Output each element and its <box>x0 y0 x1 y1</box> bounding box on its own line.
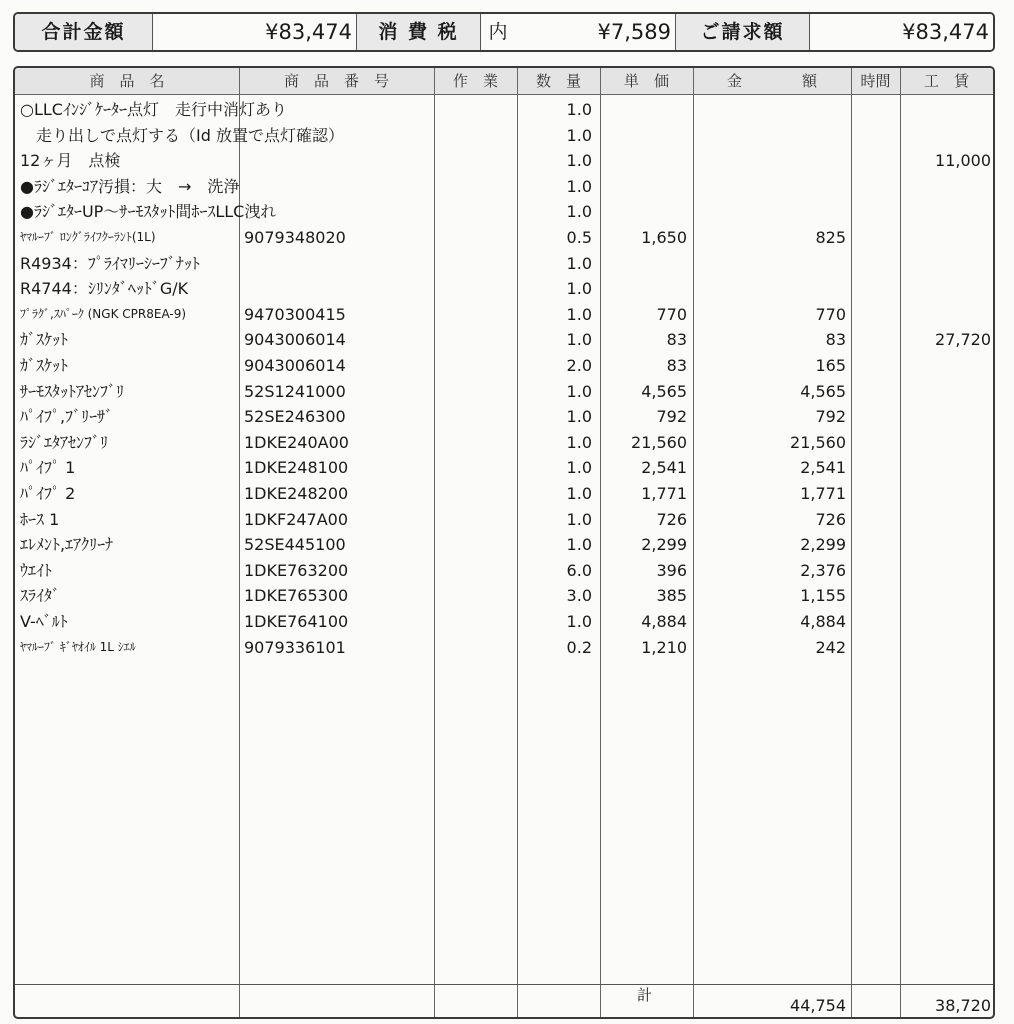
table-row <box>15 302 993 327</box>
cell-item-code <box>244 97 429 122</box>
cell-quantity: 1.0 <box>566 202 592 222</box>
cell-item-code: 1DKE763200 <box>244 560 349 580</box>
cell-labor <box>900 583 991 608</box>
cell-unit-price: 21,560 <box>631 432 687 452</box>
cell-unit-price <box>600 276 687 301</box>
cell-unit-price: 1,771 <box>641 484 687 503</box>
tax-value: ¥7,589 <box>515 14 675 50</box>
cell-labor <box>900 251 991 276</box>
cell-quantity: 1.0 <box>566 253 592 273</box>
cell-labor <box>900 404 991 429</box>
cell-unit-price <box>600 251 687 276</box>
cell-labor <box>900 558 991 583</box>
total-amount-value: ¥83,474 <box>152 14 356 50</box>
column-header-unit-price: 単 価 <box>623 72 669 90</box>
cell-amount: 242 <box>815 637 846 657</box>
cell-labor <box>900 276 991 301</box>
table-row <box>15 123 993 148</box>
cell-amount: 2,541 <box>800 458 846 478</box>
cell-quantity: 1.0 <box>566 125 592 145</box>
cell-labor <box>900 430 991 455</box>
cell-quantity: 1.0 <box>566 330 592 350</box>
cell-item-name: ﾗｼﾞｴﾀｱｾﾝﾌﾞﾘ <box>20 432 109 452</box>
cell-item-code <box>244 199 429 224</box>
table-row <box>15 558 993 583</box>
cell-amount <box>693 148 846 173</box>
cell-unit-price <box>600 199 687 224</box>
table-header <box>15 68 993 95</box>
billing-amount-value: ¥83,474 <box>809 14 993 50</box>
table-row <box>15 251 993 276</box>
cell-item-name: V-ﾍﾞﾙﾄ <box>20 612 68 631</box>
cell-item-name: ｳｴｲﾄ <box>20 560 53 580</box>
cell-unit-price <box>600 148 687 173</box>
cell-item-code <box>244 276 429 301</box>
cell-labor <box>900 123 991 148</box>
cell-item-code: 9470300415 <box>244 304 346 324</box>
table-row <box>15 455 993 480</box>
cell-item-code <box>244 148 429 173</box>
cell-labor <box>900 609 991 634</box>
cell-item-name: ﾔﾏﾙｰﾌﾞ ｷﾞﾔｵｲﾙ 1L ｼｴﾙ <box>20 639 136 654</box>
cell-amount <box>693 199 846 224</box>
cell-item-code: 1DKE765300 <box>244 586 349 606</box>
table-row <box>15 353 993 378</box>
cell-amount: 4,884 <box>800 612 846 631</box>
cell-item-name: 走り出しで点灯する（Id 放置で点灯確認） <box>20 125 344 145</box>
cell-item-name: ﾊﾟｲﾌﾟ 2 <box>20 484 76 503</box>
cell-quantity: 0.2 <box>566 637 592 657</box>
footer-total-label: 計 <box>637 986 653 1004</box>
cell-amount: 83 <box>825 330 846 350</box>
cell-unit-price <box>600 97 687 122</box>
cell-item-code <box>244 123 429 148</box>
cell-amount: 4,565 <box>800 381 846 401</box>
column-header-amount: 金 額 <box>726 72 817 90</box>
cell-unit-price: 83 <box>666 356 687 375</box>
cell-quantity: 1.0 <box>566 279 592 299</box>
cell-quantity: 1.0 <box>566 407 592 427</box>
total-amount-label: 合計金額 <box>15 14 152 50</box>
cell-quantity: 1.0 <box>566 151 592 171</box>
footer-amount-total: 44,754 <box>790 996 846 1015</box>
cell-unit-price: 2,541 <box>641 458 687 478</box>
cell-amount <box>693 276 846 301</box>
cell-unit-price: 2,299 <box>641 535 687 555</box>
cell-unit-price <box>600 174 687 199</box>
cell-labor <box>900 199 991 224</box>
cell-amount <box>693 174 846 199</box>
cell-item-name: ｴﾚﾒﾝﾄ,ｴｱｸﾘｰﾅ <box>20 535 114 555</box>
cell-quantity: 1.0 <box>566 612 592 631</box>
cell-labor <box>900 174 991 199</box>
cell-item-code: 1DKF247A00 <box>244 509 349 529</box>
table-row <box>15 199 993 224</box>
column-header-work: 作 業 <box>452 72 498 90</box>
cell-item-code <box>244 251 429 276</box>
cell-quantity: 6.0 <box>566 560 592 580</box>
cell-amount: 726 <box>815 509 846 529</box>
billing-amount-label: ご請求額 <box>675 14 809 50</box>
table-row <box>15 174 993 199</box>
table-row <box>15 379 993 404</box>
table-row <box>15 507 993 532</box>
cell-labor <box>900 532 991 557</box>
footer-labor-total: 38,720 <box>935 996 991 1015</box>
cell-item-name: ｶﾞｽｹｯﾄ <box>20 356 69 375</box>
cell-amount: 770 <box>815 304 846 324</box>
column-header-qty: 数 量 <box>535 72 581 90</box>
cell-quantity: 1.0 <box>566 176 592 196</box>
table-row <box>15 97 993 122</box>
cell-item-code: 1DKE764100 <box>244 612 349 631</box>
cell-quantity: 1.0 <box>566 509 592 529</box>
cell-amount <box>693 97 846 122</box>
cell-quantity: 1.0 <box>566 100 592 119</box>
column-header-name: 商 品 名 <box>89 72 165 90</box>
cell-labor <box>900 481 991 506</box>
cell-labor: 11,000 <box>935 151 991 171</box>
column-header-labor: 工 賃 <box>923 72 969 90</box>
cell-labor <box>900 353 991 378</box>
cell-quantity: 1.0 <box>566 458 592 478</box>
cell-amount: 165 <box>815 356 846 375</box>
cell-unit-price: 385 <box>656 586 687 606</box>
column-header-hours: 時間 <box>860 72 891 90</box>
cell-item-code: 52S1241000 <box>244 381 346 401</box>
cell-amount: 2,376 <box>800 560 846 580</box>
table-row <box>15 481 993 506</box>
cell-item-name: R4934：ﾌﾟﾗｲﾏﾘｰｼｰﾌﾞﾅｯﾄ <box>20 253 200 273</box>
cell-item-code: 1DKE248200 <box>244 484 349 503</box>
cell-item-code <box>244 174 429 199</box>
cell-amount: 825 <box>815 228 846 247</box>
cell-labor <box>900 635 991 660</box>
table-row <box>15 225 993 250</box>
cell-item-code: 9079336101 <box>244 637 346 657</box>
table-row <box>15 148 993 173</box>
cell-item-name: ﾌﾟﾗｸﾞ,ｽﾊﾟｰｸ (NGK CPR8EA-9) <box>20 306 187 321</box>
invoice-items-table <box>13 66 995 1019</box>
cell-item-name: ﾎｰｽ 1 <box>20 509 60 529</box>
cell-quantity: 1.0 <box>566 381 592 401</box>
table-row <box>15 404 993 429</box>
cell-amount: 1,771 <box>800 484 846 503</box>
column-header-code: 商 品 番 号 <box>283 72 389 90</box>
cell-amount <box>693 251 846 276</box>
cell-labor: 27,720 <box>935 330 991 350</box>
cell-unit-price: 726 <box>656 509 687 529</box>
table-row <box>15 635 993 660</box>
cell-amount: 1,155 <box>800 586 846 606</box>
cell-quantity: 1.0 <box>566 432 592 452</box>
cell-item-name: ○LLCｲﾝｼﾞｹｰﾀｰ点灯 走行中消灯あり <box>20 100 287 119</box>
table-row <box>15 532 993 557</box>
cell-item-code: 1DKE240A00 <box>244 432 349 452</box>
cell-unit-price: 4,884 <box>641 612 687 631</box>
cell-item-code: 52SE445100 <box>244 535 346 555</box>
cell-unit-price: 1,650 <box>641 228 687 247</box>
cell-item-code: 9043006014 <box>244 330 346 350</box>
table-row <box>15 327 993 352</box>
cell-item-code: 9043006014 <box>244 356 346 375</box>
tax-inclusive-marker: 内 <box>480 14 515 50</box>
cell-labor <box>900 507 991 532</box>
cell-labor <box>900 225 991 250</box>
cell-amount: 21,560 <box>790 432 846 452</box>
cell-labor <box>900 302 991 327</box>
cell-item-name: 12ヶ月 点検 <box>20 151 121 171</box>
cell-item-name: ﾊﾟｲﾌﾟ 1 <box>20 458 76 478</box>
cell-unit-price: 396 <box>656 560 687 580</box>
cell-quantity: 1.0 <box>566 484 592 503</box>
table-row <box>15 430 993 455</box>
cell-labor <box>900 97 991 122</box>
cell-quantity: 0.5 <box>566 228 592 247</box>
cell-item-name: R4744：ｼﾘﾝﾀﾞﾍｯﾄﾞG/K <box>20 279 189 299</box>
cell-quantity: 1.0 <box>566 535 592 555</box>
cell-unit-price: 792 <box>656 407 687 427</box>
cell-item-code: 9079348020 <box>244 228 346 247</box>
table-row <box>15 609 993 634</box>
cell-item-name: ●ﾗｼﾞｴﾀｰｺｱ汚損：大 → 洗浄 <box>20 176 240 196</box>
cell-item-name: ﾊﾟｲﾌﾟ,ﾌﾞﾘｰｻﾞ <box>20 407 114 427</box>
table-footer <box>15 984 993 1019</box>
cell-item-name: ｽﾗｲﾀﾞ <box>20 586 61 606</box>
cell-item-code: 52SE246300 <box>244 407 346 427</box>
table-row <box>15 276 993 301</box>
cell-amount <box>693 123 846 148</box>
cell-labor <box>900 379 991 404</box>
cell-unit-price: 770 <box>656 304 687 324</box>
cell-item-name: ｻｰﾓｽﾀｯﾄｱｾﾝﾌﾞﾘ <box>20 381 125 401</box>
invoice-summary-bar <box>13 12 995 52</box>
cell-unit-price: 4,565 <box>641 381 687 401</box>
cell-item-name: ●ﾗｼﾞｴﾀｰUP～ｻｰﾓｽﾀｯﾄ間ﾎｰｽLLC洩れ <box>20 202 277 222</box>
cell-amount: 2,299 <box>800 535 846 555</box>
cell-quantity: 3.0 <box>566 586 592 606</box>
cell-unit-price <box>600 123 687 148</box>
cell-quantity: 2.0 <box>566 356 592 375</box>
cell-amount: 792 <box>815 407 846 427</box>
table-row <box>15 583 993 608</box>
cell-item-name: ｶﾞｽｹｯﾄ <box>20 330 69 350</box>
cell-item-code: 1DKE248100 <box>244 458 349 478</box>
tax-label: 消 費 税 <box>356 14 480 50</box>
cell-quantity: 1.0 <box>566 304 592 324</box>
cell-item-name: ﾔﾏﾙｰﾌﾞ ﾛﾝｸﾞﾗｲﾌｸｰﾗﾝﾄ(1L) <box>20 230 156 244</box>
cell-unit-price: 83 <box>666 330 687 350</box>
cell-labor <box>900 455 991 480</box>
cell-unit-price: 1,210 <box>641 637 687 657</box>
